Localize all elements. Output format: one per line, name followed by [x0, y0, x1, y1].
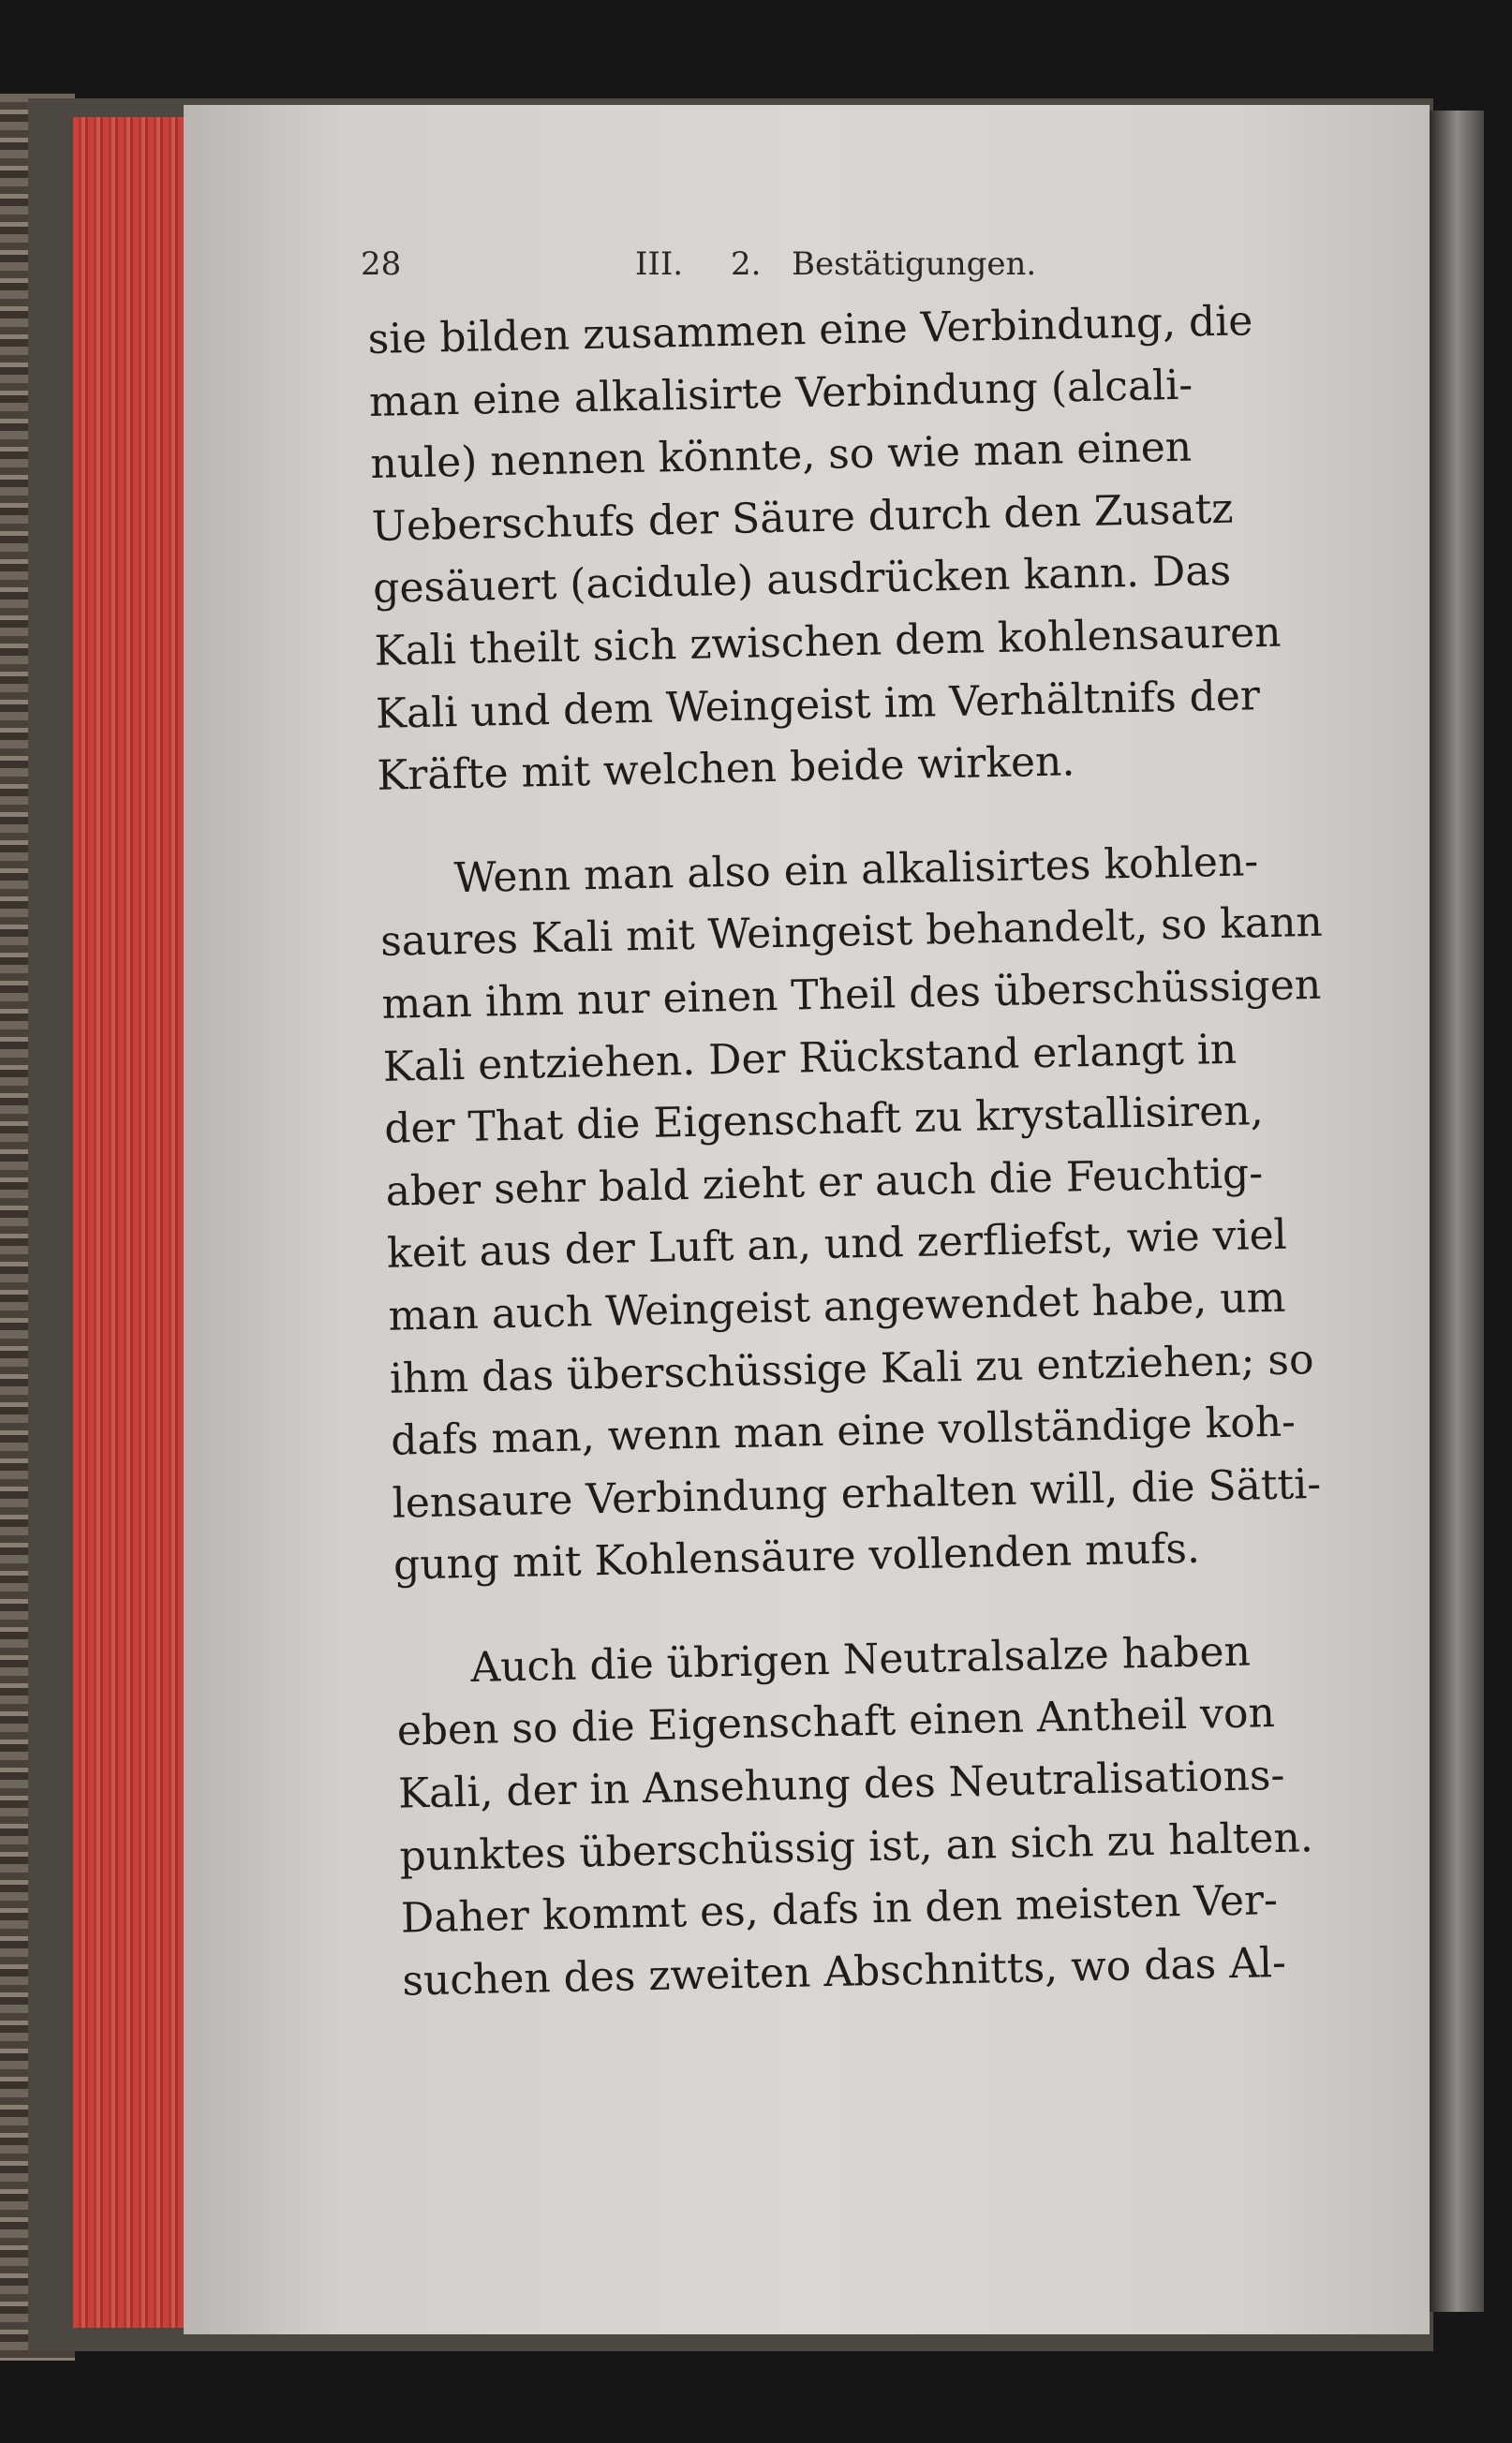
text-line: suchen des zweiten Abschnitts, wo das Al- [401, 1938, 1287, 2006]
text-line: lensaure Verbindung erhalten will, die Sätti- [392, 1459, 1322, 1528]
section-number: 2. [731, 245, 762, 283]
text-line: Kali theilt sich zwischen dem kohlensauren [374, 608, 1282, 675]
text-line: sie bilden zusammen eine Verbindung, die [367, 297, 1253, 363]
text-line: man eine alkalisirte Verbindung (alcali- [368, 361, 1193, 426]
text-line: Wenn man also ein alkalisirtes kohlen- [453, 837, 1259, 902]
text-line: Kali und dem Weingeist im Verhältnifs der [375, 671, 1261, 738]
text-line: eben so die Eigenschaft einen Antheil von [396, 1689, 1276, 1756]
text-line: saures Kali mit Weingeist behandelt, so kann [379, 898, 1324, 967]
text-line: dafs man, wenn man eine vollständige koh- [390, 1398, 1297, 1465]
text-line: nule) nennen könnte, so wie man einen [369, 422, 1193, 489]
text-line: man ihm nur einen Theil des überschüssigen [381, 960, 1322, 1029]
text-line: Auch die übrigen Neutralsalze haben [469, 1627, 1252, 1692]
text-line: gung mit Kohlensäure vollenden mufs. [393, 1524, 1201, 1590]
text-line: Kali, der in Ansehung des Neutralisations- [397, 1751, 1285, 1818]
paragraph-1 [367, 289, 1314, 808]
text-line: gesäuert (acidule) ausdrücken kann. Das [372, 547, 1232, 614]
text-line: aber sehr bald zieht er auch die Feuchtig- [385, 1148, 1264, 1216]
text-line: keit aus der Luft an, und zerfliefst, wie viel [386, 1210, 1288, 1279]
paragraph-2 [378, 830, 1331, 1598]
text-line: Daher kommt es, dafs in den meisten Ver- [400, 1876, 1279, 1943]
text-line: ihm das überschüssige Kali zu entziehen; so [389, 1335, 1314, 1403]
text-line: der That die Eigenschaft zu krystallisiren, [383, 1087, 1265, 1153]
text-line: man auch Weingeist angewendet habe, um [387, 1273, 1286, 1340]
text-line: Kräfte mit welchen beide wirken. [376, 737, 1075, 801]
facing-page-edge [1430, 111, 1484, 2312]
running-header [361, 245, 1054, 302]
chapter-number: III. [635, 245, 684, 283]
page-number: 28 [361, 245, 402, 283]
text-line: punktes überschüssig ist, an sich zu halten. [399, 1813, 1314, 1881]
body-text [367, 289, 1340, 2013]
running-title: Bestätigungen. [792, 245, 1037, 283]
text-line: Kali entziehen. Der Rückstand erlangt in [382, 1025, 1238, 1091]
paragraph-3 [395, 1620, 1340, 2013]
text-line: Ueberschufs der Säure durch den Zusatz [371, 484, 1234, 551]
red-page-edges [73, 117, 184, 2328]
